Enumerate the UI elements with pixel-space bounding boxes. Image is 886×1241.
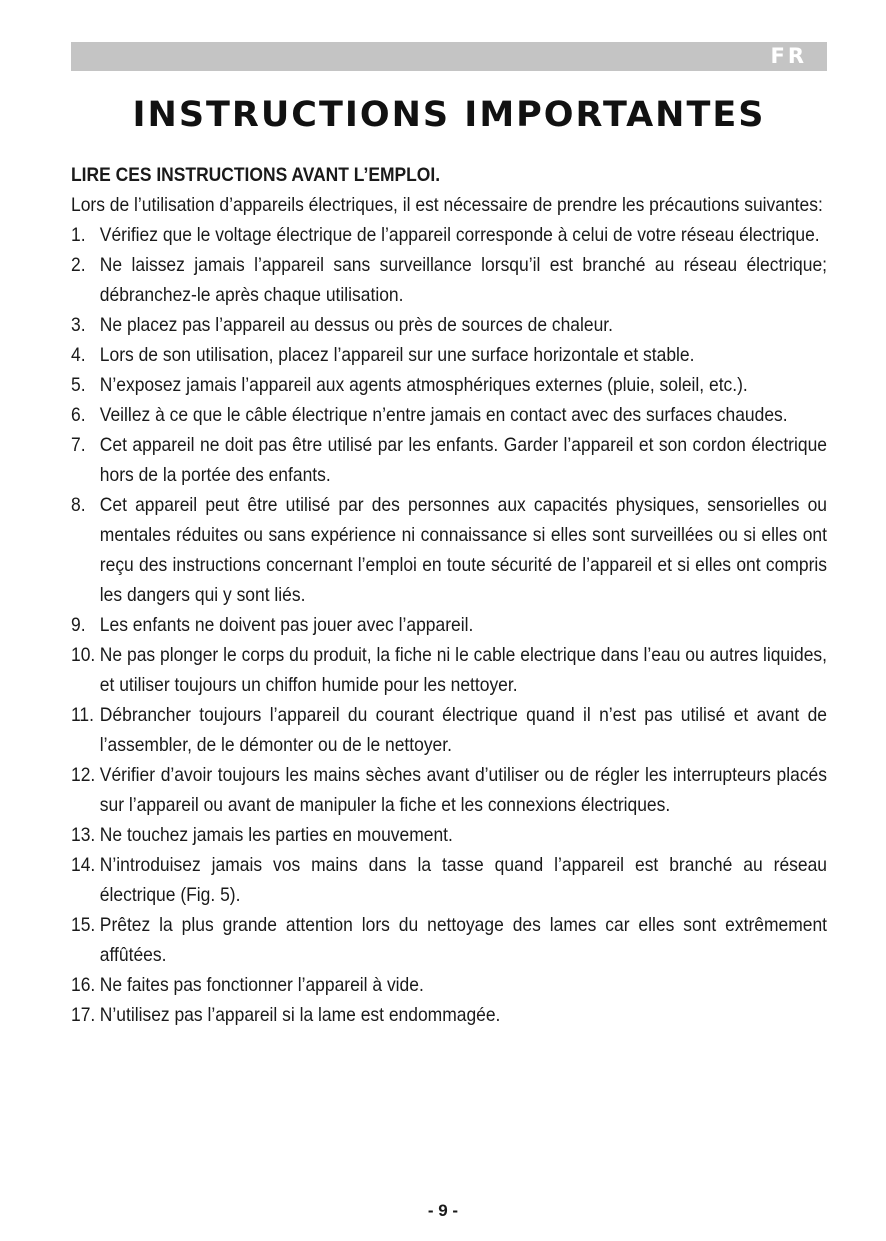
page-title: INSTRUCTIONS IMPORTANTES	[132, 95, 766, 135]
item-number: 9.	[71, 614, 86, 636]
item-number: 4.	[71, 344, 86, 366]
item-number: 7.	[71, 434, 86, 456]
list-item	[71, 430, 827, 490]
list-item	[71, 760, 827, 820]
item-text: Lors de son utilisation, placez l’appareil sur une surface horizontale et stable.	[99, 344, 695, 366]
item-text: Vérifiez que le voltage électrique de l’appareil corresponde à celui de votre réseau électrique.	[99, 224, 820, 246]
list-item	[71, 400, 827, 430]
item-text: Ne placez pas l’appareil au dessus ou près de sources de chaleur.	[99, 314, 613, 336]
item-number: 2.	[71, 254, 86, 276]
item-number: 1.	[71, 224, 86, 246]
item-number: 10.	[71, 644, 96, 666]
list-item	[71, 310, 827, 340]
list-item	[71, 1000, 827, 1030]
item-text: Vérifier d’avoir toujours les mains sèches avant d’utiliser ou de régler les interrupteurs placés sur l’appareil ou avant de manipuler la fiche et les connexions électriques.	[99, 764, 828, 816]
item-number: 3.	[71, 314, 86, 336]
item-number: 12.	[71, 764, 96, 786]
item-text: Débrancher toujours l’appareil du courant électrique quand il n’est pas utilisé et avant de l’assembler, de le démonter ou de le nettoyer.	[99, 704, 828, 756]
list-item	[71, 340, 827, 370]
item-text: N’introduisez jamais vos mains dans la tasse quand l’appareil est branché au réseau électrique (Fig. 5).	[99, 854, 828, 906]
item-text: Prêtez la plus grande attention lors du nettoyage des lames car elles sont extrêmement affûtées.	[99, 914, 828, 966]
item-text: Cet appareil ne doit pas être utilisé par les enfants. Garder l’appareil et son cordon électrique hors de la portée des enfants.	[99, 434, 828, 486]
list-item	[71, 640, 827, 700]
list-item	[71, 250, 827, 310]
instructions-list	[71, 220, 827, 1030]
item-number: 11.	[71, 704, 94, 726]
item-text: Cet appareil peut être utilisé par des personnes aux capacités physiques, sensorielles ou mentales réduites ou sans expérience ni connaissance si elles sont surveillées ou si elles ont reçu des instructions concernant l’emploi en toute sécurité de l’appareil et si elles ont compris les dangers qui y sont liés.	[99, 494, 828, 606]
intro-paragraph: Lors de l’utilisation d’appareils électriques, il est nécessaire de prendre les précautions suivantes:	[71, 194, 823, 216]
language-header-bar	[71, 42, 827, 71]
list-item	[71, 970, 827, 1000]
item-text: Ne pas plonger le corps du produit, la fiche ni le cable electrique dans l’eau ou autres liquides, et utiliser toujours un chiffon humide pour les nettoyer.	[99, 644, 828, 696]
item-text: Les enfants ne doivent pas jouer avec l’appareil.	[99, 614, 474, 636]
item-number: 17.	[71, 1004, 96, 1026]
item-number: 15.	[71, 914, 96, 936]
item-number: 13.	[71, 824, 96, 846]
list-item	[71, 700, 827, 760]
item-text: N’exposez jamais l’appareil aux agents atmosphériques externes (pluie, soleil, etc.).	[99, 374, 748, 396]
item-text: N’utilisez pas l’appareil si la lame est endommagée.	[99, 1004, 501, 1026]
list-item	[71, 910, 827, 970]
language-code: FR	[770, 44, 807, 68]
list-item	[71, 370, 827, 400]
instructions-content	[71, 160, 827, 1030]
list-item	[71, 220, 827, 250]
item-number: 16.	[71, 974, 96, 996]
item-number: 8.	[71, 494, 86, 516]
list-item	[71, 610, 827, 640]
list-item	[71, 490, 827, 610]
item-text: Veillez à ce que le câble électrique n’entre jamais en contact avec des surfaces chaudes.	[99, 404, 788, 426]
list-item	[71, 820, 827, 850]
list-item	[71, 850, 827, 910]
section-subtitle: LIRE CES INSTRUCTIONS AVANT L’EMPLOI.	[71, 164, 441, 186]
item-number: 5.	[71, 374, 86, 396]
item-number: 14.	[71, 854, 96, 876]
item-text: Ne faites pas fonctionner l’appareil à vide.	[99, 974, 424, 996]
item-text: Ne touchez jamais les parties en mouvement.	[99, 824, 453, 846]
item-number: 6.	[71, 404, 86, 426]
item-text: Ne laissez jamais l’appareil sans surveillance lorsqu’il est branché au réseau électrique; débranchez-le après chaque utilisation.	[99, 254, 828, 306]
page-number: - 9 -	[427, 1201, 459, 1220]
